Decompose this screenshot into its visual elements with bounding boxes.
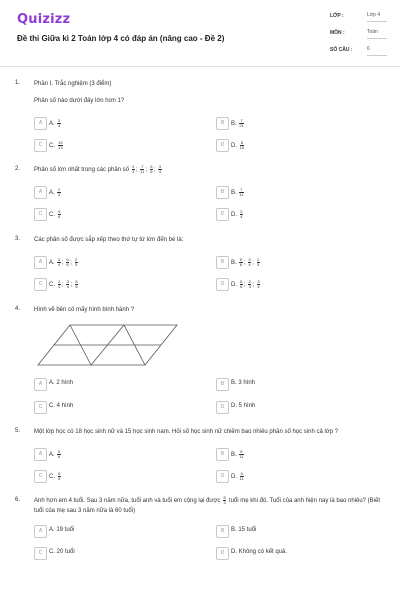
fraction-numerator: 3 — [257, 279, 260, 284]
fraction-numerator: 7 — [240, 187, 243, 192]
option-label: B. — [231, 260, 239, 267]
option-text — [231, 527, 256, 533]
option-text — [231, 210, 244, 219]
fraction — [240, 210, 243, 219]
option-letter-badge: B — [216, 117, 229, 130]
option-text — [231, 119, 245, 128]
fraction-denominator: 11 — [239, 476, 244, 481]
fraction-denominator: 4 — [66, 284, 69, 289]
option-text — [49, 472, 62, 481]
fraction — [257, 258, 260, 267]
option-letter-badge: A — [34, 186, 47, 199]
fraction-denominator: 11 — [140, 169, 145, 174]
fraction-denominator: 3 — [58, 284, 61, 289]
option-letter-badge: D — [216, 278, 229, 291]
option-letter-badge: D — [216, 208, 229, 221]
question-text: Các phân số được sắp xếp theo thứ tự từ lớn đến bé là: — [34, 237, 184, 243]
fraction-denominator: 4 — [158, 169, 162, 174]
option-letter-badge: B — [216, 378, 229, 391]
option-letter-badge: C — [34, 547, 47, 560]
fraction-numerator: 3 — [57, 257, 61, 262]
fraction-denominator: 6 — [240, 284, 243, 289]
option-label: B. — [231, 121, 239, 128]
question-text: Hình vẽ bên có mấy hình bình hành ? — [34, 307, 135, 313]
question-text — [34, 165, 389, 175]
option-label: D. Không có kết quả. — [231, 549, 288, 555]
fraction-separator: ; — [153, 167, 158, 174]
option-text — [231, 403, 255, 409]
fraction-separator: ; — [252, 260, 256, 267]
option-label: B. — [231, 452, 239, 459]
fraction-separator: ; — [70, 282, 74, 289]
option-label: A. 19 tuổi — [49, 527, 75, 533]
question-number: 4. — [15, 306, 21, 312]
question-number: 1. — [15, 80, 21, 86]
option-label: C. — [49, 474, 57, 481]
option-label: C. — [49, 282, 57, 289]
fraction-denominator: 4 — [248, 262, 251, 267]
option-text — [231, 258, 261, 267]
question-number: 5. — [15, 428, 21, 434]
question-text — [34, 496, 389, 516]
meta-label: MÔN : — [330, 30, 345, 36]
fraction-denominator: 3 — [223, 500, 226, 505]
question-number: 2. — [15, 166, 21, 172]
fraction-denominator: 3 — [257, 262, 260, 267]
option-text — [49, 380, 73, 386]
option-text — [231, 450, 245, 459]
fraction-denominator: 3 — [132, 169, 135, 174]
fraction — [158, 165, 161, 174]
fraction — [239, 258, 242, 267]
fraction-numerator: 7 — [141, 164, 144, 169]
option-label: C. 20 tuổi — [49, 549, 75, 555]
fraction-separator: ; — [243, 260, 247, 267]
fraction — [58, 210, 61, 219]
fraction-numerator: 5 — [57, 449, 61, 454]
meta-value: Toán — [367, 27, 387, 39]
option-label: C. 4 hình — [49, 403, 74, 409]
question-fraction — [222, 495, 227, 505]
section-heading: Phần I. Trắc nghiệm (3 điểm) — [34, 81, 112, 87]
parallelogram-figure — [34, 322, 182, 370]
option-letter-badge: A — [34, 117, 47, 130]
quizizz-logo: Quizizz — [17, 12, 71, 27]
fraction-separator: ; — [70, 260, 74, 267]
option-label: A. 2 hình — [49, 380, 74, 386]
fraction — [57, 188, 60, 197]
option-text — [49, 450, 62, 459]
fraction-numerator: 2 — [132, 164, 135, 169]
option-text — [231, 280, 261, 289]
option-label: A. — [49, 121, 57, 128]
option-letter-badge: C — [34, 139, 47, 152]
question-number: 6. — [15, 497, 21, 503]
fraction-numerator: 3 — [248, 257, 251, 262]
option-letter-badge: B — [216, 448, 229, 461]
fraction — [240, 280, 243, 289]
fraction-separator: ; — [135, 167, 140, 174]
fraction-numerator: 5 — [66, 257, 69, 262]
question-fractions — [131, 164, 163, 174]
fraction-denominator: 6 — [57, 454, 61, 459]
fraction-numerator: 3 — [240, 209, 243, 214]
fraction-numerator: 2 — [58, 279, 61, 284]
option-text — [49, 141, 64, 150]
fraction — [239, 450, 243, 459]
fraction-denominator: 5 — [58, 476, 61, 481]
option-label: B. 15 tuổi — [231, 527, 257, 533]
fraction — [58, 141, 63, 150]
option-text — [231, 141, 245, 150]
fraction — [66, 280, 69, 289]
fraction-separator: ; — [61, 282, 66, 289]
option-text — [231, 472, 245, 481]
fraction-denominator: 21 — [239, 123, 244, 128]
fraction-denominator: 6 — [58, 214, 61, 219]
fraction — [57, 119, 60, 128]
option-letter-badge: B — [216, 186, 229, 199]
fraction-denominator: 6 — [75, 284, 78, 289]
option-text — [49, 549, 75, 555]
fraction-denominator: 4 — [57, 123, 61, 128]
fraction — [239, 119, 243, 128]
fraction-numerator: 3 — [57, 118, 61, 123]
option-letter-badge: D — [216, 139, 229, 152]
fraction-numerator: 2 — [248, 279, 251, 284]
fraction — [150, 165, 153, 174]
fraction-numerator: 3 — [66, 279, 69, 284]
fraction — [257, 280, 260, 289]
fraction-numerator: 2 — [75, 257, 78, 262]
option-label: D. — [231, 474, 239, 481]
option-text — [49, 403, 73, 409]
fraction-numerator: 5 — [75, 279, 78, 284]
option-label: B. 3 hình — [231, 380, 256, 386]
option-letter-badge: D — [216, 401, 229, 414]
fraction — [239, 188, 243, 197]
fraction-numerator: 2 — [57, 187, 61, 192]
question-text-before: Anh hơn em 4 tuổi. Sau 3 năm nữa, tuổi anh và tuổi em cộng lại được — [34, 498, 221, 505]
question-text-main: Phân số lớn nhất trong các phân số — [34, 167, 129, 174]
fraction-numerator: 15 — [58, 140, 63, 145]
option-letter-badge: A — [34, 448, 47, 461]
option-label: C. — [49, 212, 57, 219]
option-letter-badge: A — [34, 378, 47, 391]
option-text — [231, 549, 287, 555]
fraction-denominator: 6 — [239, 262, 243, 267]
fraction — [75, 280, 78, 289]
fraction-numerator: 5 — [240, 449, 243, 454]
option-label: A. — [49, 452, 57, 459]
option-label: A. — [49, 260, 57, 267]
fraction — [223, 496, 226, 505]
fraction — [58, 280, 61, 289]
meta-row-subject — [330, 27, 390, 39]
option-text — [231, 188, 245, 197]
meta-value: Lớp 4 — [367, 10, 387, 22]
fraction-numerator: 5 — [150, 164, 153, 169]
option-label: D. — [231, 282, 239, 289]
option-letter-badge: C — [34, 278, 47, 291]
option-letter-badge: B — [216, 256, 229, 269]
option-letter-badge: A — [34, 256, 47, 269]
fraction — [240, 472, 244, 481]
option-letter-badge: B — [216, 525, 229, 538]
fraction-numerator: 5 — [240, 279, 243, 284]
fraction — [248, 280, 251, 289]
fraction-denominator: 4 — [240, 214, 243, 219]
fraction-numerator: 7 — [240, 118, 243, 123]
fraction-separator: ; — [145, 167, 149, 174]
fraction-numerator: 6 — [240, 471, 243, 476]
fraction-numerator: 6 — [58, 471, 61, 476]
option-text — [49, 527, 74, 533]
option-letter-badge: D — [216, 470, 229, 483]
fraction-numerator: 3 — [158, 164, 162, 169]
fraction-numerator: 8 — [240, 140, 244, 145]
fraction — [132, 165, 135, 174]
fraction — [248, 258, 251, 267]
fraction-denominator: 6 — [66, 262, 69, 267]
option-text — [49, 280, 79, 289]
fraction-denominator: 11 — [239, 454, 244, 459]
meta-row-class — [330, 10, 390, 22]
fraction-numerator: 2 — [257, 257, 260, 262]
fraction — [66, 258, 69, 267]
fraction-separator: ; — [61, 260, 65, 267]
question-text: Phân số nào dưới đây lớn hơn 1? — [34, 98, 125, 104]
fraction-denominator: 3 — [248, 284, 251, 289]
fraction-numerator: 5 — [239, 257, 243, 262]
option-label: A. — [49, 190, 57, 197]
meta-label: SỐ CÂU : — [330, 47, 353, 53]
option-label: D. — [231, 212, 239, 219]
meta-row-count — [330, 44, 390, 56]
question-text: Một lớp học có 18 học sinh nữ và 15 học sinh nam. Hỏi số học sinh nữ chiếm bao nhiêu phần số học sinh cả lớp ? — [34, 429, 339, 435]
fraction-denominator: 3 — [57, 192, 61, 197]
meta-value: 6 — [367, 44, 387, 56]
fraction-denominator: 4 — [257, 284, 260, 289]
option-label: C. — [49, 143, 57, 150]
fraction-denominator: 4 — [57, 262, 61, 267]
option-letter-badge: C — [34, 401, 47, 414]
option-label: B. — [231, 190, 239, 197]
option-letter-badge: D — [216, 547, 229, 560]
option-text — [49, 188, 62, 197]
fraction-numerator: 5 — [223, 495, 226, 500]
option-letter-badge: C — [34, 470, 47, 483]
question-number: 3. — [15, 236, 21, 242]
fraction — [57, 450, 60, 459]
fraction — [57, 258, 60, 267]
page-title: Đề thi Giữa kì 2 Toán lớp 4 có đáp án (nâng cao - Đề 2) — [17, 34, 225, 43]
fraction-denominator: 6 — [150, 169, 153, 174]
fraction — [75, 258, 78, 267]
fraction-denominator: 11 — [239, 192, 244, 197]
fraction-separator: ; — [243, 282, 248, 289]
option-label: D. 5 hình — [231, 403, 256, 409]
fraction-numerator: 5 — [58, 209, 61, 214]
option-letter-badge: C — [34, 208, 47, 221]
question-text-after: tuổi mẹ khi đó. Tuổi của anh hiện nay là bao nhiêu? (Biết tuổi của mẹ sau 3 năm nữa là 60 tuổi) — [34, 498, 381, 515]
fraction — [240, 141, 244, 150]
option-text — [49, 258, 79, 267]
worksheet-header — [0, 0, 400, 67]
fraction — [140, 165, 144, 174]
fraction-denominator: 13 — [58, 145, 63, 150]
meta-label: LỚP : — [330, 13, 344, 19]
fraction-denominator: 3 — [75, 262, 78, 267]
option-text — [49, 119, 62, 128]
fraction-separator: ; — [252, 282, 256, 289]
option-text — [231, 380, 255, 386]
option-label: D. — [231, 143, 239, 150]
fraction — [58, 472, 61, 481]
option-letter-badge: A — [34, 525, 47, 538]
fraction-denominator: 15 — [239, 145, 245, 150]
option-text — [49, 210, 62, 219]
